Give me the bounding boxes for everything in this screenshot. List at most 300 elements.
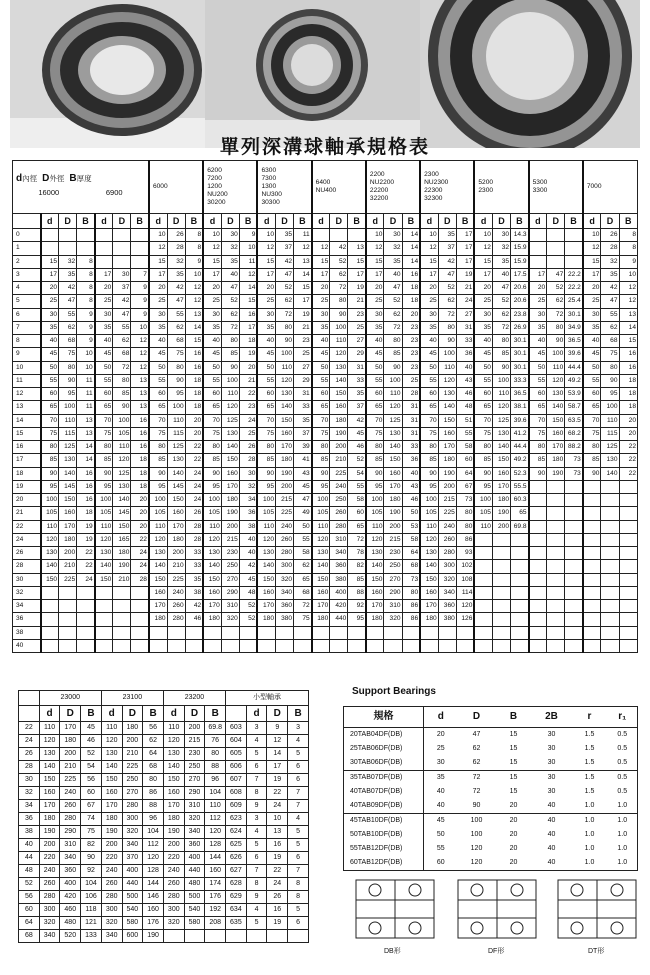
table-cell: 180 xyxy=(438,454,456,467)
table-cell: 23 xyxy=(402,361,420,374)
table-cell: 95 xyxy=(59,388,77,401)
table-cell: 170 xyxy=(257,600,275,613)
table-cell: 140 xyxy=(330,374,348,387)
table-cell: 52.3 xyxy=(511,467,529,480)
support-header-row xyxy=(344,707,638,728)
table-cell: 30 xyxy=(239,467,257,480)
table-cell: 22 xyxy=(267,787,288,800)
table-cell: 80 xyxy=(276,321,294,334)
table-cell: 56 xyxy=(81,774,102,787)
table-cell xyxy=(492,639,510,652)
table-cell: 26 xyxy=(267,891,288,904)
table-cell xyxy=(583,639,601,652)
table-cell: 90 xyxy=(330,308,348,321)
table-cell: 50 xyxy=(402,507,420,520)
table-cell: 230 xyxy=(221,547,239,560)
series-code: 2300 xyxy=(424,171,439,178)
bearing-photos xyxy=(10,0,640,148)
table-cell: 400 xyxy=(122,865,143,878)
table-cell: 160 xyxy=(101,787,122,800)
dimension-header: d xyxy=(366,214,384,229)
table-cell: 180 xyxy=(420,613,438,626)
table-cell: 125 xyxy=(59,441,77,454)
table-cell: 340 xyxy=(39,930,60,943)
table-cell: 85 xyxy=(583,454,601,467)
table-cell: 69.8 xyxy=(511,520,529,533)
table-cell: 17 xyxy=(257,268,275,281)
table-cell: 12 xyxy=(257,242,275,255)
table-row xyxy=(13,494,638,507)
series-code: 5200 xyxy=(478,179,494,186)
table-cell: 5 xyxy=(288,839,309,852)
table-cell: 16 xyxy=(77,480,95,493)
table-row xyxy=(19,891,309,904)
table-cell xyxy=(601,586,619,599)
table-cell: 21 xyxy=(456,282,474,295)
table-cell: 85 xyxy=(366,454,384,467)
table-cell: 15.9 xyxy=(511,242,529,255)
table-cell: 72 xyxy=(472,788,481,795)
series-label: 6900 xyxy=(105,188,123,197)
table-cell: 15 xyxy=(257,255,275,268)
table-cell xyxy=(547,507,565,520)
table-cell: 40 xyxy=(41,335,59,348)
table-cell: 20 xyxy=(257,282,275,295)
table-cell: 25 xyxy=(474,295,492,308)
table-cell: 100 xyxy=(312,494,330,507)
table-cell: 5 xyxy=(288,748,309,761)
table-cell: 16 xyxy=(131,427,149,440)
table-cell: 170 xyxy=(276,441,294,454)
table-cell: 80 xyxy=(474,441,492,454)
table-cell: 260 xyxy=(163,878,184,891)
dimension-header: D xyxy=(384,214,402,229)
table-cell: 340 xyxy=(438,586,456,599)
dimension-header: d xyxy=(583,214,601,229)
table-cell: 624 xyxy=(226,826,247,839)
table-cell: 20 xyxy=(41,282,59,295)
dimension-header: B xyxy=(294,214,312,229)
table-cell xyxy=(529,626,547,639)
table-cell xyxy=(547,560,565,573)
table-cell: 24 xyxy=(77,573,95,586)
table-cell: 5 xyxy=(246,839,267,852)
table-cell: 170 xyxy=(163,800,184,813)
table-cell: 340 xyxy=(60,852,81,865)
table-cell: 225 xyxy=(59,573,77,586)
table-cell: 30 xyxy=(547,759,556,766)
dimension-header: d xyxy=(246,706,267,722)
series-code: 32200 xyxy=(369,195,389,202)
table-cell xyxy=(492,626,510,639)
table-cell: 65 xyxy=(203,401,221,414)
table-cell: 55 xyxy=(366,374,384,387)
table-cell: 290 xyxy=(221,586,239,599)
table-cell: 18 xyxy=(619,374,638,387)
table-cell: 80 xyxy=(149,441,167,454)
table-cell xyxy=(619,533,638,546)
table-cell: 100 xyxy=(257,494,275,507)
table-cell: 270 xyxy=(221,573,239,586)
table-cell: 19 xyxy=(294,308,312,321)
table-cell: 320 xyxy=(39,917,60,930)
table-cell: 115 xyxy=(59,427,77,440)
table-cell xyxy=(583,494,601,507)
bore-code: 34 xyxy=(13,600,41,613)
table-cell: 80 xyxy=(113,374,131,387)
table-cell: 70 xyxy=(420,414,438,427)
table-cell xyxy=(511,613,529,626)
table-cell: 27 xyxy=(456,308,474,321)
table-cell: 130 xyxy=(41,547,59,560)
table-cell: 23 xyxy=(402,348,420,361)
table-cell: 85 xyxy=(113,388,131,401)
table-cell: 47 xyxy=(472,731,481,738)
table-cell: 55 xyxy=(149,374,167,387)
table-cell: 90 xyxy=(59,374,77,387)
table-cell xyxy=(95,639,113,652)
table-cell: 70 xyxy=(312,414,330,427)
dimension-header: B xyxy=(456,214,474,229)
table-cell xyxy=(402,626,420,639)
table-cell: 160 xyxy=(59,507,77,520)
series-code: NU300 xyxy=(261,191,282,198)
table-cell: 80 xyxy=(420,441,438,454)
table-cell xyxy=(203,639,221,652)
table-cell: 65 xyxy=(41,401,59,414)
table-cell: 43 xyxy=(402,480,420,493)
table-cell: 32 xyxy=(492,242,510,255)
table-cell: 60 xyxy=(149,388,167,401)
table-cell: 47 xyxy=(167,295,185,308)
table-cell: 20 xyxy=(509,831,518,838)
bore-code: 26 xyxy=(13,547,41,560)
table-cell: 140 xyxy=(384,441,402,454)
table-cell: 18 xyxy=(131,480,149,493)
table-cell: 5 xyxy=(246,748,267,761)
table-cell: 60 xyxy=(41,388,59,401)
table-row xyxy=(13,600,638,613)
series-code: 2200 xyxy=(369,171,385,178)
table-cell: 130 xyxy=(547,388,565,401)
table-cell: 150 xyxy=(163,774,184,787)
table-cell: 320 xyxy=(163,917,184,930)
table-cell: 9 xyxy=(246,891,267,904)
table-cell: 104 xyxy=(205,787,226,800)
table-cell xyxy=(41,242,59,255)
table-cell: 46 xyxy=(185,613,203,626)
table-cell: 130 xyxy=(384,427,402,440)
table-cell xyxy=(583,613,601,626)
bore-code: 15 xyxy=(13,427,41,440)
table-row xyxy=(13,613,638,626)
table-cell: 180 xyxy=(366,613,384,626)
bore-code: 40 xyxy=(13,639,41,652)
bore-code: 13 xyxy=(13,401,41,414)
bore-code: 68 xyxy=(19,930,40,943)
dimension-header: d xyxy=(41,214,59,229)
table-cell: 40 xyxy=(547,802,556,809)
table-cell: 18 xyxy=(239,335,257,348)
table-cell: 80 xyxy=(601,361,619,374)
series-code: 6000 xyxy=(152,183,168,190)
table-cell: 88 xyxy=(348,586,366,599)
support-header: D xyxy=(458,707,496,728)
table-cell: 70 xyxy=(529,414,547,427)
series-header: 23200 xyxy=(163,691,225,706)
table-cell: 42 xyxy=(330,242,348,255)
table-cell: 180 xyxy=(163,813,184,826)
dt-arrangement-diagram xyxy=(556,878,638,942)
table-row xyxy=(344,771,638,786)
table-cell: 120 xyxy=(470,859,483,866)
table-cell: 140 xyxy=(59,467,77,480)
table-cell: 10 xyxy=(267,813,288,826)
table-cell: 80 xyxy=(384,335,402,348)
table-row xyxy=(19,904,309,917)
table-cell xyxy=(565,242,583,255)
table-cell: 480 xyxy=(184,878,205,891)
table-cell: 55 xyxy=(294,533,312,546)
table-row xyxy=(19,748,309,761)
table-cell: 200 xyxy=(184,722,205,735)
table-cell: 50 xyxy=(294,520,312,533)
table-cell: 30 xyxy=(420,308,438,321)
table-cell: 627 xyxy=(226,865,247,878)
series-code: 5300 xyxy=(532,179,548,186)
table-cell: 140 xyxy=(312,560,330,573)
table-cell: 26 xyxy=(239,441,257,454)
table-cell: 170 xyxy=(39,800,60,813)
table-cell xyxy=(601,613,619,626)
table-cell: 47 xyxy=(601,295,619,308)
table-cell: 145 xyxy=(167,480,185,493)
bore-code: 0 xyxy=(13,229,41,242)
table-cell: 17 xyxy=(294,295,312,308)
table-cell: 90 xyxy=(221,361,239,374)
dimension-header: D xyxy=(60,706,81,722)
table-cell: 62 xyxy=(472,759,481,766)
table-cell: 120 xyxy=(420,533,438,546)
table-cell xyxy=(547,242,565,255)
table-cell: 100 xyxy=(547,348,565,361)
index-header xyxy=(19,691,40,706)
table-cell: 75 xyxy=(601,348,619,361)
table-cell: 13 xyxy=(294,255,312,268)
table-cell: 88 xyxy=(143,800,164,813)
table-cell: 60 xyxy=(583,388,601,401)
table-cell xyxy=(474,533,492,546)
table-cell: 39.6 xyxy=(565,348,583,361)
table-cell: 18 xyxy=(619,388,638,401)
table-cell: 0.5 xyxy=(617,788,628,795)
table-cell: 125 xyxy=(167,441,185,454)
table-cell: 90 xyxy=(384,361,402,374)
dimension-header: d xyxy=(420,214,438,229)
table-cell: 35 xyxy=(529,321,547,334)
table-row xyxy=(13,520,638,533)
bore-code: 6 xyxy=(13,308,41,321)
table-cell: 23 xyxy=(294,335,312,348)
support-bearings-table xyxy=(343,706,638,871)
table-cell: 20.6 xyxy=(511,295,529,308)
table-cell: 33 xyxy=(348,374,366,387)
table-cell: 67 xyxy=(456,480,474,493)
bore-code: 26 xyxy=(19,748,40,761)
table-cell: 12 xyxy=(619,282,638,295)
table-cell: 50 xyxy=(366,361,384,374)
table-cell xyxy=(267,930,288,943)
table-cell xyxy=(239,626,257,639)
table-cell: 1.0 xyxy=(584,802,595,809)
table-cell: 110 xyxy=(95,520,113,533)
table-cell: 105 xyxy=(257,507,275,520)
table-cell: 25 xyxy=(436,745,445,752)
table-cell: 17 xyxy=(95,268,113,281)
table-cell: 280 xyxy=(330,520,348,533)
legend-symbol: D xyxy=(42,173,50,184)
table-cell: 42 xyxy=(348,414,366,427)
table-cell: 300 xyxy=(39,904,60,917)
table-cell xyxy=(601,639,619,652)
table-cell: 85 xyxy=(95,454,113,467)
table-cell: 210 xyxy=(122,748,143,761)
table-cell: 10 xyxy=(583,229,601,242)
table-cell xyxy=(438,626,456,639)
table-row xyxy=(19,878,309,891)
table-cell: 70 xyxy=(366,414,384,427)
table-cell: 76 xyxy=(205,735,226,748)
table-cell: 300 xyxy=(122,813,143,826)
table-cell xyxy=(59,229,77,242)
table-cell: 220 xyxy=(39,852,60,865)
table-cell xyxy=(547,639,565,652)
table-cell: 35 xyxy=(59,268,77,281)
table-cell: 280 xyxy=(101,891,122,904)
table-cell: 200 xyxy=(384,520,402,533)
table-cell xyxy=(492,547,510,560)
table-row xyxy=(13,560,638,573)
bore-code: 28 xyxy=(13,560,41,573)
table-cell: 68 xyxy=(294,586,312,599)
table-cell: 65 xyxy=(95,401,113,414)
table-cell: 145 xyxy=(113,507,131,520)
table-cell: 28 xyxy=(239,454,257,467)
table-cell: 65 xyxy=(420,401,438,414)
table-cell: 170 xyxy=(312,600,330,613)
table-cell xyxy=(565,480,583,493)
table-cell: 400 xyxy=(330,586,348,599)
table-cell: 540 xyxy=(184,904,205,917)
table-cell xyxy=(565,229,583,242)
table-cell: 110 xyxy=(276,361,294,374)
table-cell: 23 xyxy=(402,321,420,334)
lower-series-row xyxy=(19,691,309,706)
table-cell: 90 xyxy=(41,467,59,480)
table-cell: 10 xyxy=(366,229,384,242)
table-cell: 60 xyxy=(420,388,438,401)
table-cell xyxy=(41,229,59,242)
table-cell: 37 xyxy=(348,401,366,414)
table-cell: 1.0 xyxy=(617,859,628,866)
table-cell: 320 xyxy=(122,826,143,839)
table-cell: 62 xyxy=(492,308,510,321)
table-cell: 24 xyxy=(131,547,149,560)
dimension-header: B xyxy=(185,214,203,229)
table-row xyxy=(13,374,638,387)
table-cell: 95 xyxy=(420,480,438,493)
table-cell xyxy=(59,242,77,255)
series-header xyxy=(529,161,583,214)
table-cell: 35 xyxy=(424,771,458,786)
table-cell xyxy=(41,626,59,639)
table-cell: 22.2 xyxy=(565,282,583,295)
table-cell: 240 xyxy=(276,520,294,533)
table-cell: 8 xyxy=(246,878,267,891)
table-cell xyxy=(348,639,366,652)
table-cell: 603 xyxy=(226,722,247,735)
table-cell: 12 xyxy=(312,242,330,255)
dimension-header: D xyxy=(276,214,294,229)
table-cell: 40 xyxy=(312,335,330,348)
table-cell: 80 xyxy=(366,441,384,454)
table-cell xyxy=(529,255,547,268)
table-cell: 12 xyxy=(185,295,203,308)
table-cell xyxy=(41,613,59,626)
series-header xyxy=(583,161,638,214)
table-cell: 25 xyxy=(402,374,420,387)
dt-diagram-label: DT形 xyxy=(588,948,605,955)
table-cell: 16 xyxy=(131,441,149,454)
bore-code: 10 xyxy=(13,361,41,374)
table-cell: 9 xyxy=(185,255,203,268)
table-row xyxy=(344,742,638,756)
table-cell: 1.5 xyxy=(584,788,595,795)
table-cell: 26.9 xyxy=(511,321,529,334)
table-cell: 55 xyxy=(529,374,547,387)
table-cell: 170 xyxy=(420,600,438,613)
table-cell: 225 xyxy=(122,761,143,774)
table-cell: 25 xyxy=(203,295,221,308)
table-cell: 120 xyxy=(149,533,167,546)
table-cell: 360 xyxy=(60,865,81,878)
table-cell: 120 xyxy=(330,348,348,361)
table-cell: 49.2 xyxy=(511,454,529,467)
table-cell: 32 xyxy=(239,480,257,493)
bearing-photo-1 xyxy=(10,0,205,148)
index-header xyxy=(13,214,41,229)
table-cell xyxy=(149,639,167,652)
table-cell: 72 xyxy=(547,308,565,321)
bearing-model: 50TAB10DF(DB) xyxy=(344,828,424,842)
table-cell: 310 xyxy=(221,600,239,613)
table-cell: 24 xyxy=(456,295,474,308)
table-cell: 36 xyxy=(239,507,257,520)
table-cell: 24 xyxy=(239,414,257,427)
table-cell xyxy=(492,586,510,599)
table-row xyxy=(19,839,309,852)
table-cell: 35 xyxy=(149,321,167,334)
table-cell: 14 xyxy=(402,255,420,268)
table-row xyxy=(19,722,309,735)
table-cell: 45 xyxy=(424,814,458,829)
series-code: 1200 xyxy=(207,183,222,190)
table-cell: 100 xyxy=(167,401,185,414)
df-diagram-label: DF形 xyxy=(488,948,505,955)
table-cell: 140 xyxy=(163,761,184,774)
table-cell: 140 xyxy=(95,560,113,573)
table-cell: 65 xyxy=(294,573,312,586)
